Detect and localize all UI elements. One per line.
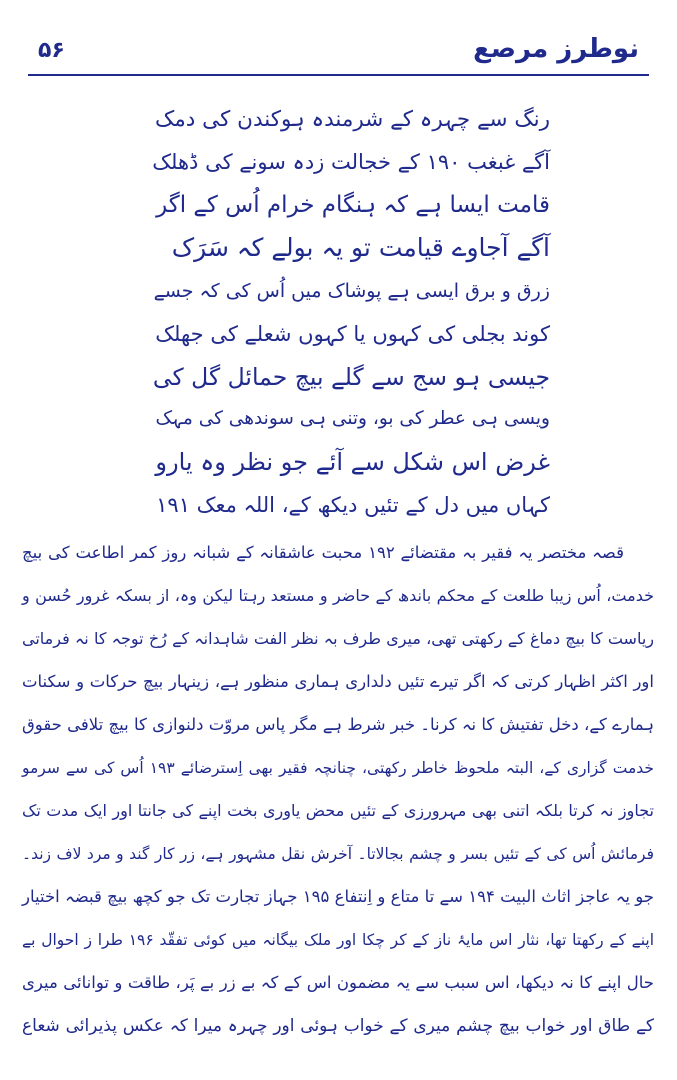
paragraph-line: جو یہ عاجز اثاث البیت ۱۹۴ سے تا متاع و اِنتفاع ۱۹۵ جہاز تجارت تک جو کچھ بیچ قبضہ اختیار [22,887,654,906]
paragraph-line: تجاوز نہ کرتا بلکہ اتنی بھی مہرورزی کے تئیں محض یاوری بخت اپنے کی جانتا اور ایک مدت تک [22,801,654,820]
verse-line: آگے آجاوے قیامت تو یہ بولے کہ سَرَک [171,233,550,262]
verse-line: رنگ سے چہرہ کے شرمندہ ہوکندن کی دمک [155,107,550,132]
verse-line: قامت ایسا ہے کہ ہنگام خرام اُس کے اگر [156,192,550,218]
paragraph-line: فرمائش اُس کی کے تئیں بسر و چشم بجالاتا۔ آخرش نقل مشہور ہے، زر کار گند و مرد لاف زند۔ [22,845,654,863]
verse-line: آگے غبغب ۱۹۰ کے خجالت زدہ سونے کی ڈھلک [152,150,550,174]
paragraph-line: ہمارے کے، دخل تفتیش کا نہ کرنا۔ خبر شرط ہے مگر پاس مروّت دلنوازی کا بیچ تلافی حقوق [22,715,654,734]
verse-line: کوند بجلی کی کہوں یا کہوں شعلے کی جھلک [155,322,550,346]
running-title: نوطرز مرصع [473,34,639,64]
paragraph-line: کے طاق اور خواب بیچ چشم میری کے خواب ہوئی اور چہرہ میرا کہ عکس پذیرائی شعاع [22,1016,654,1036]
verse-line: غرض اس شکل سے آئے جو نظر وہ یارو [155,448,550,476]
header-rule [28,74,649,76]
paragraph-line: خدمت گزاری کے، البتہ ملحوظ خاطر رکھتی، چنانچہ فقیر بھی اِسترضائے ۱۹۳ اُس کی سے سرمو [22,759,654,777]
paragraph-line: اور اکثر اظہار کرتی کہ اگر تیرے تئیں دلداری ہماری منظور ہے، زینہار بیچ حرکات و سکنات [22,672,654,691]
paragraph-line: حال اپنے کا نہ دیکھا، اس سبب سے یہ مضمون اس کے کہ بے زر بے پَر، طاقت و توانائی میری [22,973,654,992]
verse-line: ویسی ہی عطر کی بو، وتنی ہی سوندھی کی مہک [155,408,550,429]
paragraph-line: خدمت، اُس زیبا طلعت کے محکم باندھ کے حاضر و مستعد رہتا لیکن وہ، از بسکہ غرور حُسن و [22,586,654,605]
verse-line: جیسی ہو سج سے گلے بیچ حمائل گل کی [152,363,550,391]
page-number: ۵۶ [38,38,65,63]
verse-line: کہاں میں دل کے تئیں دیکھ کے، اللہ معک ۱۹۱ [156,493,550,517]
verse-line: زرق و برق ایسی ہے پوشاک میں اُس کی کہ جسے [153,280,550,302]
page-header [28,30,649,70]
paragraph-line: ریاست کا بیچ دماغ کے رکھتی تھی، میری طرف بہ نظر الفت شاہدانہ کے رُخ توجہ کا نہ فرماتی [22,629,654,648]
paragraph-line: قصہ مختصر یہ فقیر بہ مقتضائے ۱۹۲ محبت عاشقانہ کے شبانہ روز کمر اطاعت کی بیچ [22,543,624,562]
paragraph-line: اپنے کے رکھتا تھا، نثار اس مایۂ ناز کے کر چکا اور ملک بیگانہ میں کوئی تفقّد ۱۹۶ طرا ز احوال بے [22,931,655,949]
